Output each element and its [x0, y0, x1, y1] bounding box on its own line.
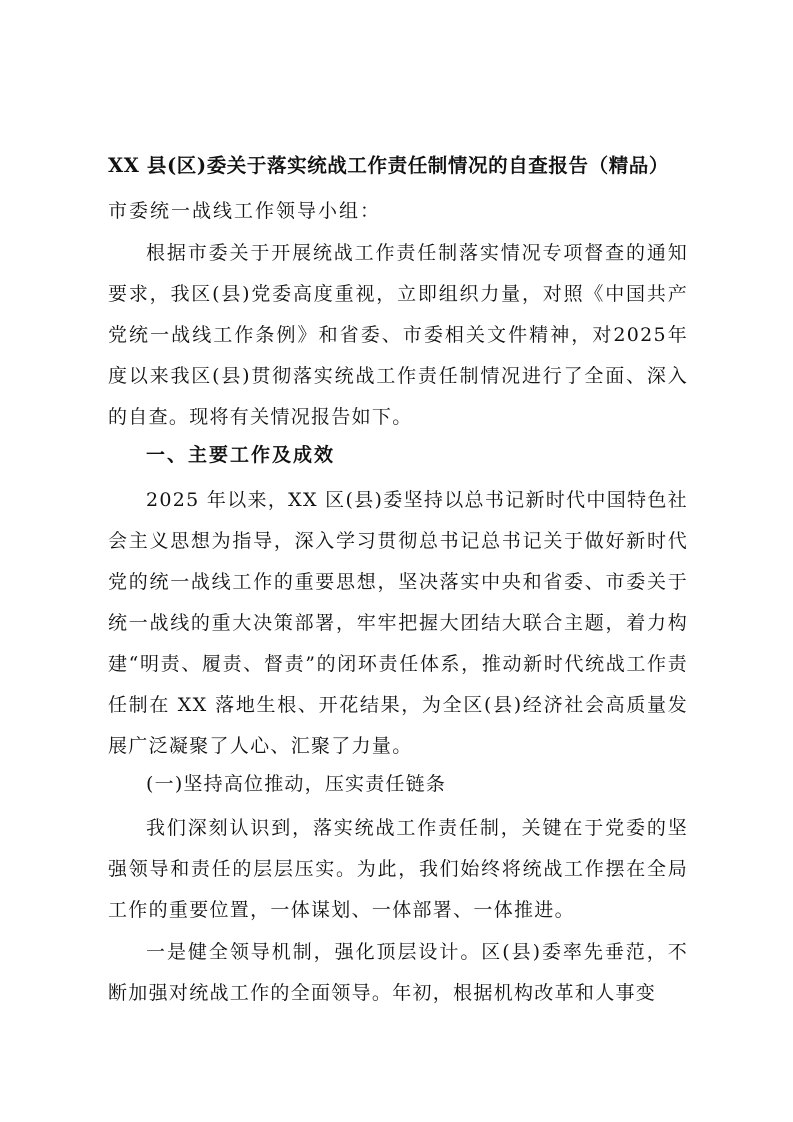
subsection1-paragraph: 我们深刻认识到，落实统战工作责任制，关键在于党委的坚强领导和责任的层层压实。为此，我们始终将统战工作摆在全局工作的重要位置，一体谋划、一体部署、一体推进。 — [108, 817, 688, 921]
salutation: 市委统一战线工作领导小组： — [108, 200, 382, 222]
section-heading: 一、主要工作及成效 — [146, 444, 336, 466]
intro-paragraph: 根据市委关于开展统战工作责任制落实情况专项督查的通知要求，我区(县)党委高度重视，立即组织力量，对照《中国共产党统一战线工作条例》和省委、市委相关文件精神，对2025年度以来我区(县)贯彻落实统战工作责任制情况进行了全面、深入的自查。现将有关情况报告如下。 — [108, 242, 688, 428]
point1-paragraph: 一是健全领导机制，强化顶层设计。区(县)委率先垂范，不断加强对统战工作的全面领导。年初，根据机构改革和人事变 — [108, 941, 688, 1004]
document-title: XX 县(区)委关于落实统战工作责任制情况的自查报告（精品） — [108, 154, 670, 177]
subsection-heading: (一)坚持高位推动，压实责任链条 — [146, 773, 447, 795]
section1-paragraph: 2025 年以来，XX 区(县)委坚持以总书记新时代中国特色社会主义思想为指导，深入学习贯彻总书记总书记关于做好新时代党的统一战线工作的重要思想，坚决落实中央和省委、市委关于统一战线的重大决策部署，牢牢把握大团结大联合主题，着力构建“明责、履责、督责”的闭环责任体系，推动新时代统战工作责任制在 XX 落地生根、开花结果，为全区(县)经济社会高质量发展广泛凝聚了人心、汇聚了力量。 — [108, 489, 688, 757]
